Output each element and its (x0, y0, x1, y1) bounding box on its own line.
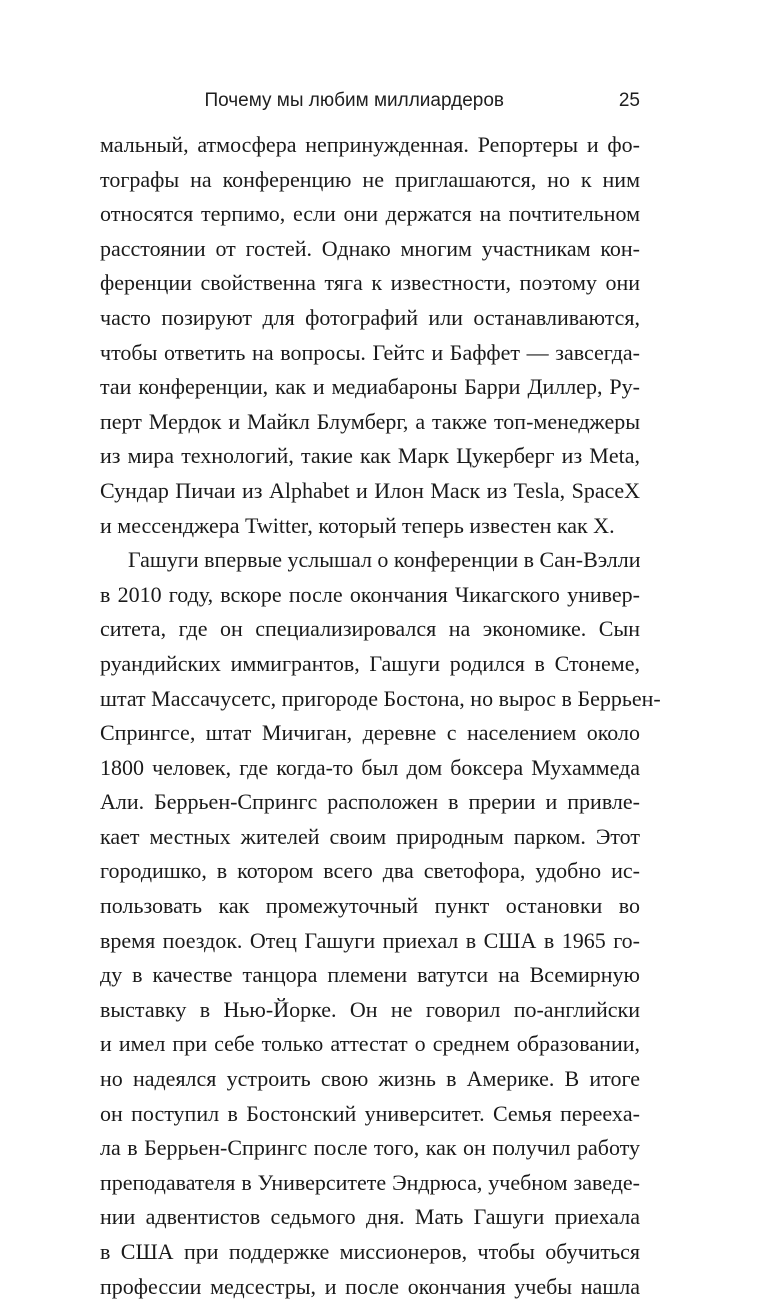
text-line: время поездок. Отец Гашуги приехал в США в 1965 го- (100, 927, 640, 953)
page-number: 25 (618, 90, 640, 111)
text-line: часто позируют для фотографий или останавливаются, (100, 304, 640, 330)
text-line: Гашуги впервые услышал о конференции в Сан-Вэлли (128, 547, 641, 573)
text-line: Спрингсе, штат Мичиган, деревне с населением около (100, 720, 640, 746)
text-line: пользовать как промежуточный пункт остановки во (100, 893, 640, 919)
text-line: но надеялся устроить свою жизнь в Америке. В итоге (100, 1066, 640, 1092)
text-line: нии адвентистов седьмого дня. Мать Гашуги приехала (100, 1204, 640, 1230)
text-line: преподавателя в Университете Эндрюса, учебном заведе- (100, 1169, 640, 1195)
text-line: кает местных жителей своим природным парком. Этот (100, 823, 640, 849)
text-line: Али. Беррьен-Спрингс расположен в прерии и привле- (100, 789, 640, 815)
running-head (100, 90, 640, 118)
text-line: мальный, атмосфера непринужденная. Репортеры и фо- (100, 132, 640, 157)
text-line: штат Массачусетс, пригороде Бостона, но вырос в Беррьен- (100, 685, 661, 711)
text-line: и имел при себе только аттестат о среднем образовании, (100, 1031, 640, 1057)
text-line: ду в качестве танцора племени ватутси на Всемирную (100, 962, 640, 988)
text-line: профессии медсестры, и после окончания учебы нашла (100, 1273, 640, 1299)
text-line: чтобы ответить на вопросы. Гейтс и Баффет — завсегда- (100, 339, 640, 365)
text-line: 1800 человек, где когда-то был дом боксера Мухаммеда (100, 754, 640, 780)
text-line: ференции свойственна тяга к известности, поэтому они (100, 270, 640, 296)
text-line: расстоянии от гостей. Однако многим участникам кон- (100, 235, 640, 261)
text-line: и мессенджера Twitter, который теперь известен как X. (100, 512, 615, 538)
body-text (100, 128, 661, 1304)
text-line: относятся терпимо, если они держатся на почтительном (100, 201, 640, 227)
paragraph-2 (100, 543, 661, 1304)
text-line: в 2010 году, вскоре после окончания Чикагского универ- (100, 581, 640, 607)
text-line: выставку в Нью-Йорке. Он не говорил по-английски (100, 996, 640, 1022)
text-line: городишко, в котором всего два светофора, удобно ис- (100, 858, 640, 884)
text-line: руандийских иммигрантов, Гашуги родился в Стонеме, (100, 650, 640, 676)
text-line: он поступил в Бостонский университет. Семья переехa- (100, 1100, 640, 1126)
text-line: тографы на конференцию не приглашаются, но к ним (100, 166, 640, 192)
text-line: таи конференции, как и медиабароны Барри Диллер, Ру- (100, 374, 640, 400)
text-line: перт Мердок и Майкл Блумберг, а также топ-менеджеры (100, 408, 640, 434)
text-line: ла в Беррьен-Спрингс после того, как он получил работу (100, 1135, 640, 1161)
text-line: из мира технологий, такие как Марк Цукерберг из Meta, (100, 443, 640, 469)
text-line: в США при поддержке миссионеров, чтобы обучиться (100, 1239, 640, 1264)
paragraph-1 (100, 128, 640, 543)
running-title: Почему мы любим миллиардеров (204, 90, 504, 111)
text-line: Сундар Пичаи из Alphabet и Илон Маск из Tesla, SpaceX (100, 477, 640, 503)
text-line: ситета, где он специализировался на экономике. Сын (100, 616, 640, 642)
